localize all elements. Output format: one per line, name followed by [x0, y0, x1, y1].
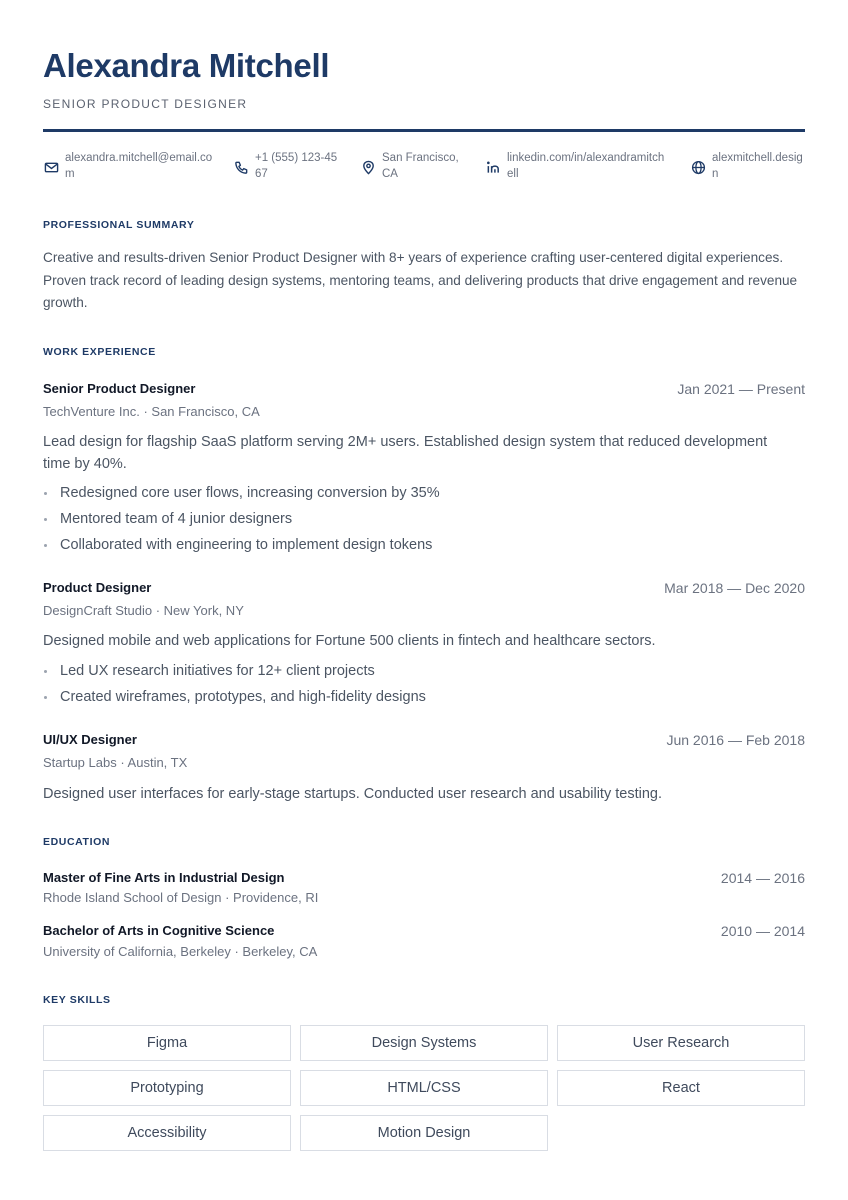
contact-email-text: alexandra.mitchell@email.com: [65, 152, 213, 180]
bullet-dot: [44, 544, 47, 547]
job-description: Designed mobile and web applications for Fortune 500 clients in fintech and healthcare sectors.: [43, 633, 656, 649]
bullet-dot: [44, 492, 47, 495]
skill-tag: Design Systems: [300, 1025, 548, 1061]
bullet-item: [43, 506, 440, 532]
skills-grid: [43, 1025, 805, 1151]
bullet-dot: [44, 670, 47, 673]
bullet-text: Redesigned core user flows, increasing conversion by 35%: [60, 485, 440, 501]
bullet-item: [43, 684, 426, 710]
skill-tag: React: [557, 1070, 805, 1106]
skills-heading: KEY SKILLS: [43, 994, 111, 1006]
bullet-item: [43, 658, 426, 684]
mail-icon: [43, 159, 59, 175]
contact-linkedin[interactable]: [485, 150, 670, 182]
globe-icon: [690, 159, 706, 175]
education-heading: EDUCATION: [43, 836, 111, 848]
job-company: Startup Labs · Austin, TX: [43, 755, 188, 770]
job-dates: Jan 2021 — Present: [677, 381, 805, 397]
contact-phone-text: +1 (555) 123-4567: [255, 152, 338, 180]
job-description: Lead design for flagship SaaS platform serving 2M+ users. Established design system that reduced development time by 40%.: [43, 434, 768, 472]
contact-website-text: alexmitchell.design: [712, 152, 803, 180]
contact-bar: [43, 150, 805, 186]
job-dates: Mar 2018 — Dec 2020: [664, 580, 805, 596]
candidate-name: Alexandra Mitchell: [43, 47, 330, 84]
bullet-dot: [44, 696, 47, 699]
bullet-item: [43, 480, 440, 506]
header-divider: [43, 129, 805, 132]
bullet-dot: [44, 518, 47, 521]
job-title: Senior Product Designer: [43, 381, 196, 396]
summary-heading: PROFESSIONAL SUMMARY: [43, 219, 195, 231]
bullet-text: Mentored team of 4 junior designers: [60, 511, 293, 527]
skill-tag: Motion Design: [300, 1115, 548, 1151]
edu-dates: 2010 — 2014: [720, 923, 805, 939]
experience-heading: WORK EXPERIENCE: [43, 346, 156, 358]
skill-tag: Figma: [43, 1025, 291, 1061]
contact-phone[interactable]: [233, 150, 343, 182]
summary-text: Creative and results-driven Senior Product Designer with 8+ years of experience crafting user-centered digital experiences. Proven track record of leading design systems, mentoring teams, and delivering products that drive engagement and revenue growth.: [43, 250, 798, 310]
candidate-title: SENIOR PRODUCT DESIGNER: [43, 97, 248, 111]
contact-location: [360, 150, 470, 182]
bullet-text: Led UX research initiatives for 12+ client projects: [60, 663, 375, 679]
job-company: DesignCraft Studio · New York, NY: [43, 603, 244, 618]
contact-location-text: San Francisco, CA: [382, 152, 459, 180]
job-company: TechVenture Inc. · San Francisco, CA: [43, 404, 260, 419]
phone-icon: [233, 159, 249, 175]
contact-website[interactable]: [690, 150, 805, 182]
job-description: Designed user interfaces for early-stage startups. Conducted user research and usability testing.: [43, 786, 662, 802]
edu-dates: 2014 — 2016: [720, 870, 805, 886]
edu-school: University of California, Berkeley · Berkeley, CA: [43, 944, 318, 959]
job-dates: Jun 2016 — Feb 2018: [666, 732, 805, 748]
job-title: Product Designer: [43, 580, 152, 595]
edu-degree: Master of Fine Arts in Industrial Design: [43, 870, 285, 885]
job-title: UI/UX Designer: [43, 732, 137, 747]
skill-tag: User Research: [557, 1025, 805, 1061]
bullet-text: Collaborated with engineering to implement design tokens: [60, 537, 433, 553]
map-pin-icon: [360, 159, 376, 175]
contact-linkedin-text: linkedin.com/in/alexandramitchell: [507, 152, 665, 180]
skill-tag: Prototyping: [43, 1070, 291, 1106]
edu-degree: Bachelor of Arts in Cognitive Science: [43, 923, 275, 938]
contact-email[interactable]: [43, 150, 218, 182]
bullet-text: Created wireframes, prototypes, and high-fidelity designs: [60, 689, 426, 705]
bullet-item: [43, 532, 440, 558]
skill-tag: HTML/CSS: [300, 1070, 548, 1106]
linkedin-icon: [485, 159, 501, 175]
edu-school: Rhode Island School of Design · Providence, RI: [43, 890, 319, 905]
job-bullets: [43, 658, 426, 710]
skill-tag: Accessibility: [43, 1115, 291, 1151]
job-bullets: [43, 480, 440, 558]
